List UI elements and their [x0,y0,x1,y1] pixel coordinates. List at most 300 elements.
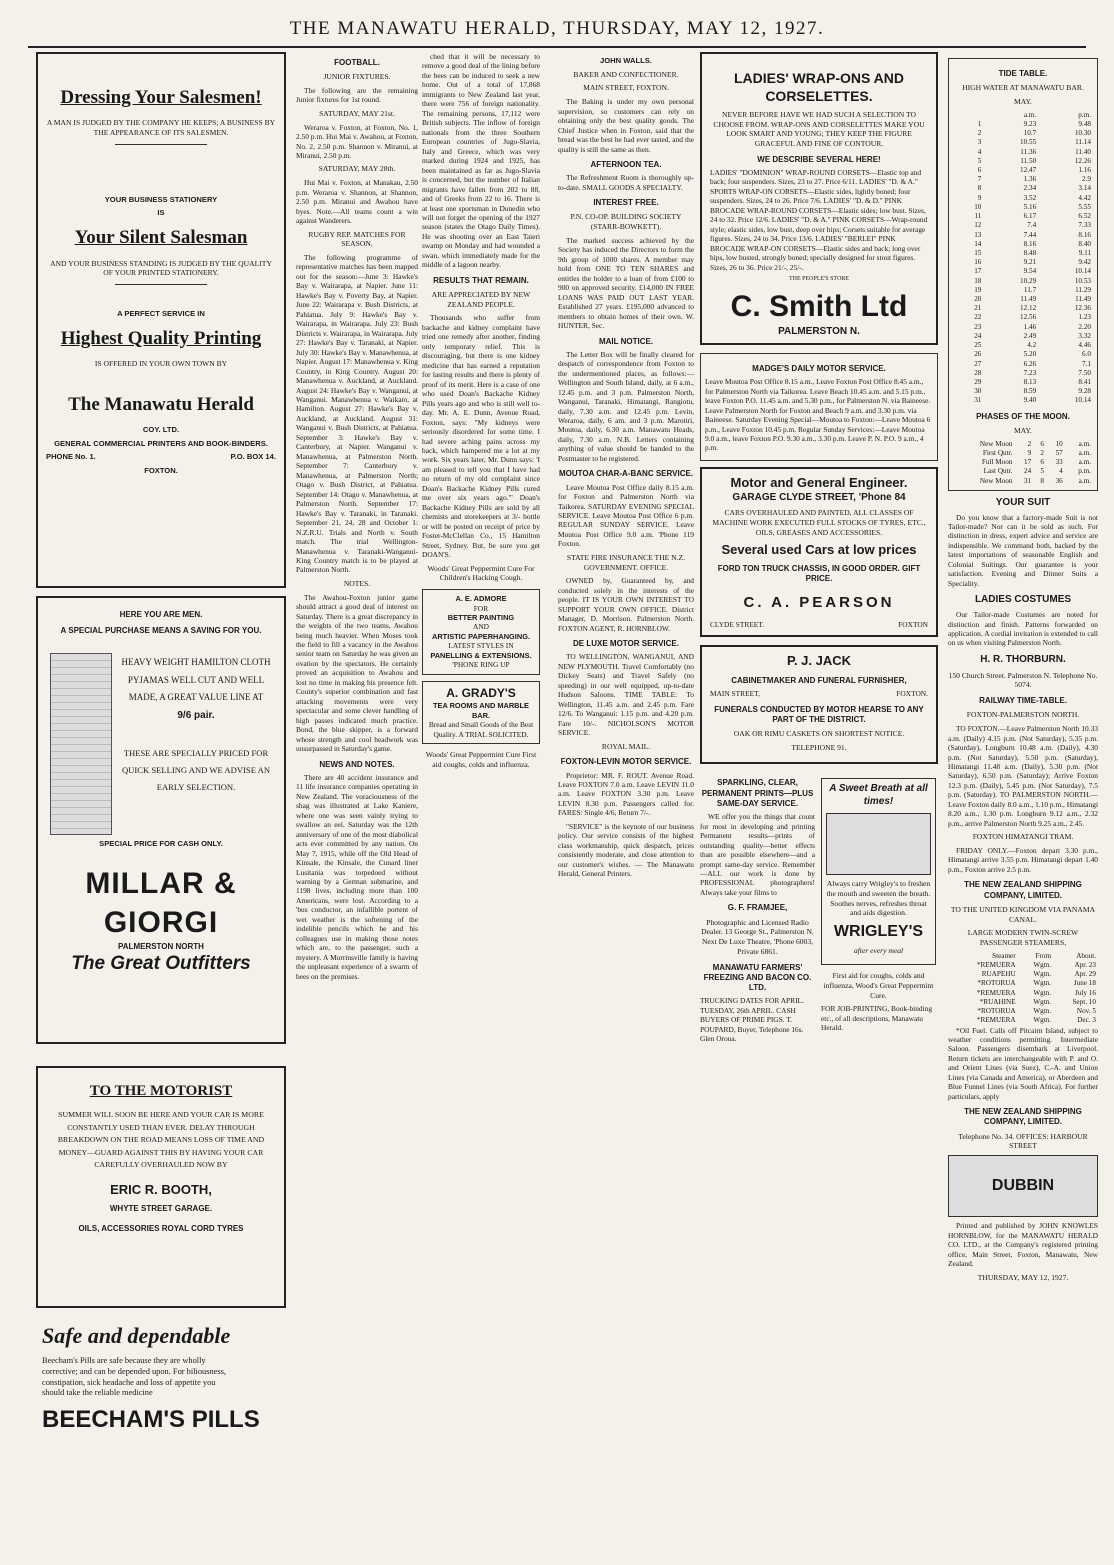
tide-row [953,396,1093,405]
quality: Highest Quality Printing [60,327,262,349]
table-cell: 5.20 [1023,350,1037,359]
accessories: OILS, ACCESSORIES ROYAL CORD TYRES [78,1224,244,1234]
masthead-rule [28,46,1086,48]
jack-funeral: FUNERALS CONDUCTED BY MOTOR HEARSE TO ANY PART OF THE DISTRICT. [714,704,924,724]
rail-body: TO FOXTON.—Leave Palmerston North 10.33 a.m. (Daily) 4.15 p.m. (Not Saturday), 5.35 p.m. (Saturday), Longburn 10.48 a.m. (Daily), 4.30 p.m. (Not Saturday), 5.50 p.m. (Saturday), Himatangi 11.48 a.m. (Daily), 5.30 p.m. (Not Saturday), 6.50 p.m. (Saturday); Arrive Foxton 12.3 p.m. (Daily), 5.45 p.m. (Not Saturday), 7.5 p.m. (Saturday). TO PALMERSTON NORTH.—Leave Foxton daily 8.0 a.m., 1.10 p.m., Himatangi 8.20 a.m., 1.30 p.m. Longburn 9.12 a.m., 2.32 p.m., arrive Palmerston North 9.25 a.m., 2.45. [948,724,1098,828]
interest-head: INTEREST FREE. [593,198,659,208]
table-cell: 10.14 [1074,267,1091,276]
phone: PHONE No. 1. [46,452,96,462]
moutoa-head: MOUTOA CHAR-A-BANC SERVICE. [558,469,694,479]
nzship-to: TO THE UNITED KINGDOM VIA PANAMA CANAL. [950,904,1096,924]
ship-row [948,1007,1098,1016]
table-header-cell [953,111,983,120]
imprint-date: THURSDAY, MAY 12, 1927. [977,1272,1069,1282]
motor-garage: GARAGE CLYDE STREET, 'Phone 84 [732,491,906,503]
column-5 [700,52,938,1557]
thorburn: H. R. THORBURN. [980,653,1066,665]
phases-title: PHASES OF THE MOON. [976,411,1070,421]
tide-row [953,350,1093,359]
table-cell: 9.11 [1078,248,1091,257]
afternoon-body: The Refreshment Room is thoroughly up-to-date. SMALL GOODS A SPECIALTY. [558,173,694,192]
pearson-street: CLYDE STREET. [710,619,765,629]
table-cell: 8.59 [1023,387,1037,396]
tide-row [953,203,1093,212]
tide-row [953,249,1093,258]
royal-mail: ROYAL MAIL. [601,741,651,751]
table-cell: Apr. 23 [1074,960,1096,969]
table-header-cell: a.m. [1023,110,1037,119]
table-cell: 2.9 [1082,175,1091,184]
himatangi-head: FOXTON HIMATANGI TRAM. [972,832,1074,842]
admore-4: PANELLING & EXTENSIONS. [430,650,532,660]
madge-head: MADGE'S DAILY MOTOR SERVICE. [752,363,886,373]
junior-intro: The following are the remaining Junior fixtures for 1st round. [296,85,418,105]
table-cell: 13 [974,230,982,239]
phases-table [953,440,1093,486]
motorist-title: TO THE MOTORIST [89,1083,233,1099]
wrap-items: LADIES' "DOMINION" WRAP-ROUND CORSETS—Elastic top and back; four suspenders. Sizes, 23 to 27. Price 6/11. LADIES' "D. & A." SPORTS WRAP-ON CORSETS—Elastic sides, lightly boned; four suspenders. Sizes, 24 to 26. Price 7/6. LADIES' "D. & D." PINK BROCADE WRAP-ROUND CORSETS—Elastic sides; low bust. Sizes, 24 to 32. Price 12/6. LADIES' "D. & A." PINK CORSETS—Wrap-round style; elastic sides, low bust, deep over hips; Corsets suitable for average figures. Sizes, 24 to 34. Price 13/6. LADIES' "BERLEI" PINK BROCADE WRAP-ON CORSETS—Elastic sides and back; long over hips, low busted, strongly boned; specially designed for stout figures. Sizes, 26 to 36. Price 21/-, 25/-. [710,167,928,272]
mail-body: The Letter Box will be finally cleared for despatch of correspondence from Foxton to the undermentioned places, as follows:— Wellington and South Island, daily, at 6 a.m., 12.45 p.m. and 3 p.m. Palmerston North, Wanganui, Taranaki, Himatangi, Rangiotu, daily, 7.30 a.m. and 12.45 p.m. Levin, Weraroa, daily, 6 am. and 3 p.m. Marotiri, Moutoa, daily, 6.30 a.m. Manawatu Heads, daily, 7.30 a.m. N.B. Letters containing anything of value should be handed to the Postmaster to be registered. [558,349,694,463]
table-cell: 4 [1059,467,1063,476]
wrigley-title: A Sweet Breath at all times! [829,783,928,808]
table-cell: 26 [974,350,982,359]
deluxe-head: DE LUXE MOTOR SERVICE. [573,639,679,649]
costumes-title: LADIES COSTUMES [974,594,1072,606]
table-cell: Wgtn. [1033,960,1052,969]
table-cell: 5 [1040,467,1044,476]
table-cell: 11.36 [1020,147,1037,156]
wrigley-pack-illustration [826,813,931,875]
table-cell: RUAPEHU [981,970,1016,979]
table-cell: 12.36 [1074,304,1091,313]
table-cell: New Moon [979,439,1013,448]
table-cell: 6 [1040,439,1044,448]
table-cell: p.m. [1078,467,1091,476]
table-cell: 2 [1040,448,1044,457]
tide-row [953,332,1093,341]
table-cell: 5.16 [1023,202,1037,211]
beechams-pills: BEECHAM'S PILLS [42,1406,260,1434]
table-cell: 10.30 [1074,129,1091,138]
table-cell: *REMUERA [976,1016,1016,1025]
nzship-head: THE NEW ZEALAND SHIPPING COMPANY, LIMITED. [964,880,1082,900]
wrigley-brand: WRIGLEY'S [833,922,924,940]
pearson-name: C. A. PEARSON [743,593,895,611]
motor-ford: FORD TON TRUCK CHASSIS, IN GOOD ORDER. GIFT PRICE. [717,564,921,584]
fire-body: OWNED by, Guaranteed by, and conducted solely in the interests of the people. IT IS YOUR OWN INTEREST TO SUPPORT YOUR OWN OFFICE. District Manager, D. Morrison. Palmerston North. FOXTON AGENT, R. HORNBLOW. [558,576,694,633]
appreciated: ARE APPRECIATED BY NEW ZEALAND PEOPLE. [431,290,531,309]
contact-row [46,452,276,462]
millar-giorgi-logo: MILLAR & GIORGI [85,867,237,939]
ship-row [948,989,1098,998]
table-cell: July 16 [1075,988,1096,997]
suit-body: Do you know that a factory-made Suit is not Tailor-made? Nor can it be sold as such. For distinction in dress, expert advice and service are indispensible. We command both, backed by the latest importations of seasonable English and Colonial Suitings. Our guarantee is your satisfaction. Evening and Dinner Suits a Speciality. [948,512,1098,588]
tide-row [953,148,1093,157]
table-cell: 27 [974,359,982,368]
table-cell: 6.26 [1023,359,1037,368]
table-cell: 7 [977,175,982,184]
table-cell: 7.1 [1082,359,1091,368]
table-cell: Wgtn. [1033,1007,1052,1016]
smith-city: PALMERSTON N. [778,326,860,338]
tide-row [953,138,1093,147]
tide-row [953,378,1093,387]
column-3 [422,52,540,1557]
wrap-describe: WE DESCRIBE SEVERAL HERE! [757,154,881,164]
pyjama-illustration [50,653,112,835]
table-cell: 6.0 [1082,350,1091,359]
rugby-body: The following programme of representative matches has been mapped out for the season:—June 3: Hawke's Bay v. Wairarapa, at Napier. June 11: Hawke's Bay v. Poverty Bay, at Napier. June 22: Wairarapa v. Bush Districts, at Pahiatua. July 9: Hawke's Bay v. Wairarapa, in Wairarapa. July 23: Bush Districts v. Wairarapa, in Wairarapa. July 27: Hawke's Bay v. Taranaki, at Napier. July 30: Hawke's Bay v. Manawhenua, at Napier. August 17: Manawhenua v. King Country, in King Country. August 20: Manawhenua v. Auckland, at Auckland. August 24: Hawke's Bay v. Wanganui, at Wanganui. Manawhenua v. Waikato, at Hamilton. August 27: Hawke's Bay v. Auckland, at Auckland. August 31: Wanganui v. Bush Districts, at Pahiatua. September 3: Hawke's Bay v. Canterbury, at Napier. Wanganui v. Manawhenua, at Palmerston North. September 7: Canterbury v. Manawhenua, at Palmerston North; Otago v. Bush District, at Pahiatua. September 14: Otago v. Manawhenua, at Palmerston North. September 17: Hawke's Bay v. Taranaki, in Taranaki. September 21, 24, 28 and October 1: N.Z.R.U. Trials and North v. South match. The trial Wellington-Manawhenua v. Taranaki-Wanganui-King Country match is to be played at Palmerston North. [296,252,418,575]
admore-ad [422,589,540,675]
tide-month: MAY. [1014,96,1032,106]
motorist-ad [36,1066,286,1308]
tide-row [953,166,1093,175]
herald-name: The Manawatu Herald [68,393,254,415]
grady-name: A. GRADY'S [446,685,516,700]
motorist-body: SUMMER WILL SOON BE HERE AND YOUR CAR IS MORE CONSTANTLY USED THAN EVER. DELAY THROUGH BREAKDOWN ON THE ROAD MEANS LOSS OF TIME AND MONEY—GUARD AGAINST THIS BY HAVING YOUR CAR CAREFULLY OVERHAULED NOW BY [57,1110,265,1170]
pyjama-body: HEAVY WEIGHT HAMILTON CLOTH PYJAMAS WELL CUT AND WELL MADE, A GREAT VALUE LINE AT [121,657,271,702]
results-body: Thousands who suffer from backache and kidney complaint have tried one remedy after another, finding only temporary relief. This is discouraging, but there is one kidney medicine that has earned a reputation for lasting results and there is plenty of proof of its merit. Here is a case of one who used Doan's Backache Kidney Pills years ago and who is still well to-day. Mr. A. E. Dunn, Avenue Road, Foxton, says: "My kidneys were seriously disordered for some time. I had severe aching pains across my back, which hampered me a lot at my work. Six years later, Mr. Dunn says: 'I am pleased to tell you that I have had no return of my old complaint since Doan's Backache Kidney Pills cured me over six years ago.'" Doan's Backache Kidney Pills are sold by all chemists and storekeepers at 3/- bottle or will be posted on receipt of price by Foster-McClellan Co., 15 Hamilton Street, Sydney. But, be sure you get DOAN'S. [422,313,540,560]
tide-row [953,295,1093,304]
jack-phone: TELEPHONE 91. [791,742,847,752]
is: IS [157,208,165,218]
table-cell: 3.14 [1078,184,1091,193]
table-cell: a.m. [1078,439,1091,448]
table-cell: 9.48 [1078,119,1091,128]
motor-body: CARS OVERHAULED AND PAINTED, ALL CLASSES OF MACHINE WORK EXECUTED FULL STOCKS OF TYRES, ETC., OILS, GREASES AND ACCESSORIES. [712,508,926,537]
tide-row [953,212,1093,221]
sparkling-body: WE offer you the things that count for most in developing and printing Permanent results—prints of outstanding quality—better effects than are possible elsewhere—and a prompt same-day service. Remember—ALL our work is done by PROFESSIONAL photographers! Always take your films to [700,812,815,897]
table-cell: 11.7 [1023,285,1037,294]
table-cell: a.m. [1078,458,1091,467]
table-cell: 18 [974,276,982,285]
table-cell: *ROTORUA [977,1007,1016,1016]
printers: GENERAL COMMERCIAL PRINTERS AND BOOK-BINDERS. [54,438,268,448]
phase-row [953,458,1093,467]
nzship-large: LARGE MODERN TWIN-SCREW PASSENGER STEAMERS, [967,928,1079,948]
costumes-body: Our Tailor-made Costumes are noted for distinction and finish. Patterns forwarded on application. A cordial invitation is extended to call on us when visiting Palmerston North. [948,610,1098,648]
pearson-ad [700,467,938,637]
table-header-cell: p.m. [1078,110,1091,119]
service-body: "SERVICE" is the keynote of our business policy. Our service consists of the highest class workmanship, quick despatch, prices consistently moderate, and close attention to our customer's wishes. — The Manawatu Herald, General Printers. [558,821,694,879]
table-cell: Full Moon [981,458,1013,467]
table-cell: Nov. 5 [1076,1007,1096,1016]
table-cell: 31 [1024,476,1032,485]
table-cell: *ROTORUA [977,979,1016,988]
admore-and: AND [472,622,489,632]
table-cell: 1.23 [1078,313,1091,322]
table-cell: 2 [977,129,982,138]
tide-row [953,120,1093,129]
admore-name: A. E. ADMORE [455,594,507,604]
table-cell: 11 [974,212,982,221]
jack-ad [700,645,938,764]
table-cell: Wgtn. [1033,1016,1052,1025]
tide-row [953,240,1093,249]
table-cell: Last Qutr. [983,467,1013,476]
table-cell: 20 [974,295,982,304]
motor-title: Motor and General Engineer. [730,474,908,490]
news-body: There are 40 accident insurance and 11 life insurance companies operating in New Zealand. The voraciousness of the shag was illustrated at Lake Kaniere, where one was seen vainly trying to swallow an eel. Saturday was the 12th anniversary of one of the most diabolical acts ever committed by any nation. On May 7, 1915, while off the Old Head of Kinsale, the Kinsale, the Cunard liner Lusitania was torpedoed without warning by a German submarine, and 1198 lives, including more than 100 Americans, were lost. According to a 'bus conductor, an infallible portent of wet weather is the softening of the indelible pencils which he and his colleagues use in making those notes which are, to the passenger, such a mystery. A Morrinsville family is having the unpleasant experience of a swarm of bees on the premises. [296,772,418,981]
walls-name: JOHN WALLS. [600,56,652,65]
farmers-body: TRUCKING DATES FOR APRIL. TUESDAY, 26th APRIL. CASH BUYERS OF PRIME PIGS. T. POUPARD, Buyer, Telephone 16s. Glen Oroua. [700,996,804,1044]
table-cell: 15 [974,248,982,257]
levin-head: FOXTON-LEVIN MOTOR SERVICE. [560,757,692,767]
table-cell: *REMUERA [976,960,1016,969]
levin-body: Proprietor: MR. F. ROUT. Avenue Road. Leave FOXTON 7.0 a.m. Leave LEVIN 11.0 a.m. Leave FOXTON 3.30 p.m. Leave LEVIN 8.30 p.m. Passengers called for. FARES: Single 4/6, Return 7/-. [558,770,694,818]
table-cell: 9.40 [1023,396,1037,405]
table-cell: 10.7 [1023,129,1037,138]
ship-row-header [948,952,1098,961]
millar-city: PALMERSTON NORTH [118,941,204,951]
printing-ad [36,52,286,588]
table-cell: 22 [974,313,982,322]
wrigley-ad [821,772,936,1046]
football-head: FOOTBALL. [334,58,380,67]
table-cell: a.m. [1078,476,1091,485]
ship-row [948,961,1098,970]
moutoa-body: Leave Moutoa Post Office daily 8.15 a.m. for Foxton and Palmerston North via Taikorea. SATURDAY EVENING SPECIAL SERVICE. Leave Moutoa Post Office 6 p.m. REGULAR SUNDAY SERVICE. Leave Moutoa Post Office 9.0 a.m. 'Phone 119 Foxton. [558,482,694,549]
wrigley-box [821,778,936,965]
table-cell: 1 [977,119,982,128]
phase-row [953,440,1093,449]
thorburn-addr: 150 Church Street. Palmerston N. Telephone No. 5074. [948,670,1098,690]
wrap-intro: NEVER BEFORE HAVE WE HAD SUCH A SELECTION TO CHOOSE FROM. WRAP-ONS AND CORSELETTES MAKE YOU LOOK SMART AND YOUNG; THEY KEEP THE FIGURE GRACEFUL AND FINE OF CONTOUR. [713,109,925,148]
farmers-head: MANAWATU FARMERS' FREEZING AND BACON CO. LTD. [703,962,812,992]
sparkling-head: SPARKLING, CLEAR, PERMANENT PRINTS—PLUS SAME-DAY SERVICE. [701,778,814,808]
table-cell: *REMUERA [976,988,1016,997]
tide-row [953,277,1093,286]
table-cell: First Qutr. [982,448,1013,457]
table-cell: 7.4 [1027,221,1037,230]
framjee-name: G. F. FRAMJEE, [727,903,788,913]
standing: AND YOUR BUSINESS STANDING IS JUDGED BY THE QUALITY OF YOUR PRINTED STATIONERY. [50,258,272,278]
table-cell: 9 [1027,448,1032,457]
madge-ad [700,353,938,461]
job-printing: FOR JOB-PRINTING, Book-binding etc., of all descriptions, Manawatu Herald. [821,1004,933,1033]
smith-top: THE PEOPLE'S STORE [789,276,849,283]
table-cell: 9.42 [1078,258,1091,267]
fire-head: STATE FIRE INSURANCE THE N.Z. GOVERNMENT. OFFICE. [566,552,686,572]
framjee-body: Photographic and Licensed Radio Dealer. 13 George St., Palmerston N. Next De Luxe Theatre, 'Phone 6003, Private 6861. [701,917,814,956]
admore-2: ARTISTIC PAPERHANGING. [432,631,530,641]
table-cell: 9.54 [1023,267,1037,276]
tide-title: TIDE TABLE. [998,69,1048,78]
tide-row [953,286,1093,295]
coy: COY. LTD. [142,425,180,434]
ship-row [948,970,1098,979]
table-cell: 14 [974,239,982,248]
table-cell: Wgtn. [1033,988,1052,997]
story: ched that it will be necessary to remove a good deal of the lining before the bees can be induced to seek a new home. Out of a total of 17,868 immigrants to New Zealand last year, there were 756 of foreign nationality. The remaining persons, 17,112 were British subjects. The inflow of foreign nationals from the three Southern European countries of Jugo-Slavia, Italy and Greece, which was very marked during 1924 and 1925, has been maintained as far as Jugo-Slavia is concerned, but the number of Italian migrants have fallen from 202 to 88, and of Greeks from 22 to 16. There is at least one sportsman in Dunedin who will not forget the opening of the 1927 season (states the Otago Daily Times). He was shooting over an East Taieri swamp on Monday and had wounded a swan, which immediately made for the middle of a lagoon nearby. [422,52,540,270]
wrap-title: LADIES' WRAP-ONS AND CORSELETTES. [733,70,905,104]
table-cell: 10 [974,202,982,211]
table-cell: 17 [974,267,982,276]
pearson-addr [710,620,928,629]
table-cell: 12.47 [1020,165,1037,174]
tide-row-header [953,111,1093,120]
table-cell: 3 [977,138,982,147]
interest-body: The marked success achieved by the Society has induced the Directors to form the 9th group of 1000 shares. A member may hold from ONE TO TEN SHARES and entitles the holder to a loan of from £100 to 900 on approved security. £14,000 IN FREE LOANS WAS PAID OUT LAST YEAR. Established 27 years. £195,000 advanced to members to obtain homes of their own. W. HUNTER, Sec. [558,235,694,331]
beechams-body: Beecham's Pills are safe because they are wholly corrective; and can be depended upon. For biliousness, constipation, sick headache and loss of appetite you should take the reliable medicine [42,1356,226,1398]
tide-row [953,157,1093,166]
cash-only: SPECIAL PRICE FOR CASH ONLY. [99,839,223,849]
divider [115,144,207,145]
table-cell: 11.14 [1075,138,1091,147]
table-cell: 6.17 [1023,212,1037,221]
grady-rooms: TEA ROOMS AND MARBLE BAR. [433,701,529,720]
table-cell: Wgtn. [1033,970,1052,979]
table-cell: 30 [974,387,982,396]
table-cell: 10 [1055,439,1063,448]
walls-addr: MAIN STREET, FOXTON. [583,83,669,93]
wrap-ons-ad [700,52,938,345]
first-aid: First aid for coughs, colds and influenza, Wood's Great Peppermint Cure. [823,971,934,1000]
column-1 [36,52,286,1552]
booth-name: ERIC R. BOOTH, [110,1181,212,1197]
garage: WHYTE STREET GARAGE. [109,1204,213,1214]
table-cell: 23 [974,322,982,331]
deluxe-body: TO WELLINGTON, WANGANUI, AND NEW PLYMOUTH. Travel Comfortably (no Dickey Seats) and Travel Safely (no speeding) in our well equipped, up-to-date Hudson Saloons. TIME TABLE: To Wellington, 11.45 a.m. and 2.45 p.m. Fare 12/6. To Wanganui: 1.15 p.m. and 4.20 p.m. Fare 10/-. NICHOLSON'S MOTOR SERVICE. [558,652,694,738]
table-header-cell: From [1035,951,1052,960]
table-cell: 4.2 [1027,341,1037,350]
table-cell: 8.48 [1023,248,1037,257]
tide-row [953,360,1093,369]
table-cell: 8.16 [1078,230,1091,239]
table-cell: 11.49 [1075,295,1091,304]
phases-month: MAY. [1014,425,1032,435]
table-cell: 21 [974,304,982,313]
table-cell: 24 [1024,467,1032,476]
admore-1: BETTER PAINTING [447,613,515,623]
table-cell: 16 [974,258,982,267]
box: P.O. BOX 14. [230,452,276,462]
table-cell: 7.44 [1023,230,1037,239]
dubbin-ad: DUBBIN [948,1155,1098,1217]
table-cell: 7.50 [1078,368,1091,377]
table-cell: 3.52 [1023,193,1037,202]
fix21: Weraroa v. Foxton, at Foxton, No. 1, 2.50 p.m. Hui Mai v. Awahou, at Foxton, No. 2, 2.50 p.m. Shannon v. Miranui, at Miranui, 2.50 p.m. [296,122,418,161]
table-cell: 57 [1055,448,1063,457]
stationery: YOUR BUSINESS STATIONERY [104,194,218,204]
column-2 [296,52,418,1557]
table-cell: Wgtn. [1033,997,1052,1006]
table-cell: Apr. 29 [1074,970,1096,979]
table-cell: 7.23 [1023,368,1037,377]
tide-row [953,323,1093,332]
walls-body: The Baking is under my own personal supervision, so customers can rely on obtaining only the best quality goods. The Chief Justice when in Foxton, said that the bread was the best he had ever tasted, and the quality is still the same as then. [558,97,694,154]
tide-row [953,341,1093,350]
masthead: THE MANAWATU HERALD, THURSDAY, MAY 12, 1927. [289,18,825,39]
table-cell: New Moon [979,476,1013,485]
smith-logo: C. Smith Ltd [730,289,908,323]
grady-body: Bread and Small Goods of the Best Quality. A TRIAL SOLICITED. [428,720,534,739]
table-cell: 2 [1027,439,1032,448]
table-cell: 10.53 [1074,276,1091,285]
tide-row [953,313,1093,322]
fix28: Hui Mai v. Foxton, at Manakau, 2.50 p.m. Weraroa v. Shannon, at Shannon, 2.50 p.m. Miranui and Awahou have byes. Note.—All teams count a win against Wanderers. [296,178,418,226]
ad1-text: A MAN IS JUDGED BY THE COMPANY HE KEEPS; A BUSINESS BY THE APPEARANCE OF ITS SALESMEN. [46,118,276,138]
phase-row [953,477,1093,486]
safe-dependable: Safe and dependable [42,1323,231,1348]
results-head: RESULTS THAT REMAIN. [433,275,529,285]
table-cell: 2.49 [1023,331,1037,340]
madge-body: Leave Moutoa Post Office 8.15 a.m., Leave Foxton Post Office 8.45 a.m., for Palmerston North via Taikorea. Leave Beach 10.45 a.m. and 5.15 p.m., leave Foxton P.O. 11.45 a.m. and 5.30 p.m., for Palmerston N. via Baineese. Leave Palmerston North for Foxton and Beach 9 a.m. and 3.30 p.m. via Baineese. Saturday Evening Special—Moutoa to Foxton:—Leave Moutoa 6 p.m., Leave Foxton 10.45 p.m. Regular Sunday Services:—Leave Moutoa 9.0 a.m., leave Foxton P.O. 9.30 a.m., 3.30 p.m. Leave P. N. P.O. 9 a.m., 4 p.m. [705,377,931,453]
table-cell: 6 [977,165,982,174]
rail-sub: FOXTON-PALMERSTON NORTH. [966,710,1080,720]
offered: IS OFFERED IN YOUR OWN TOWN BY [94,358,228,368]
table-cell: 2.20 [1078,322,1091,331]
rail-title: RAILWAY TIME-TABLE. [979,696,1067,706]
jack-trade: CABINETMAKER AND FUNERAL FURNISHER, [731,675,907,685]
tide-row [953,304,1093,313]
table-cell: 8.13 [1023,378,1037,387]
admore-for: FOR [473,603,489,613]
table-cell: 2.34 [1023,184,1037,193]
table-cell: 25 [974,341,982,350]
wrigley-text: Always carry Wrigley's to freshen the mouth and sweeten the breath. Soothes nerves, refreshes throat and aids digestion. [826,879,931,918]
table-cell: Dec. 3 [1077,1016,1096,1025]
phase-row [953,449,1093,458]
admore-3: LATEST STYLES IN [448,641,514,651]
woods-cure: Woods' Great Peppermint Cure For Children's Hacking Cough. [427,563,535,583]
suit-title: YOUR SUIT [995,496,1051,508]
pyjama-price: 9/6 pair. [177,709,215,721]
table-cell: 1.36 [1023,175,1037,184]
tide-row [953,129,1093,138]
millar-giorgi-ad [36,596,286,1044]
nzship-apply: THE NEW ZEALAND SHIPPING COMPANY, LIMITED. [964,1107,1082,1127]
phase-row [953,467,1093,476]
outfitters: The Great Outfitters [71,953,251,975]
tide-row [953,387,1093,396]
afternoon-head: AFTERNOON TEA. [590,159,662,169]
table-cell: Wgtn. [1033,979,1052,988]
tide-row [953,231,1093,240]
table-header-cell: Steamer [992,951,1016,960]
jack-street: MAIN STREET, [710,689,760,699]
tide-row [953,258,1093,267]
bottom-row [700,772,938,1046]
table-cell: 11.50 [1020,156,1037,165]
nzship-body: *Oil Fuel. Calls off Pitcairn Island, subject to weather conditions permitting. Intermediate Saloon. Passengers disembark at Liverpool. Return tickets are interchangeable with P. and O. and Orient Lines (via Suez), C.-A. and Union Lines (via Canada and America), or Aberdeen and Blue Funnel Lines (via South Africa). For further particulars, apply [948,1025,1098,1101]
tide-box [948,58,1098,491]
table-cell: 17 [1024,458,1032,467]
news-head: NEWS AND NOTES. [319,759,395,769]
table-cell: 10.55 [1020,138,1037,147]
tide-row [953,369,1093,378]
table-cell: a.m. [1078,448,1091,457]
imprint: Printed and published by JOHN KNOWLES HORNBLOW, for the MANAWATU HERALD CO. LTD., at the Company's registered printing office, Main Street, Foxton, Manawatu, New Zealand. [948,1221,1098,1269]
town: FOXTON. [144,466,178,476]
ship-table [948,952,1098,1026]
table-cell: 1.46 [1023,322,1037,331]
jack-town: FOXTON. [896,689,928,699]
table-cell: 6.52 [1078,212,1091,221]
table-cell: 12.56 [1020,313,1037,322]
interest-sub: P.N. CO-OP. BUILDING SOCIETY (STARR-BOWKETT). [570,212,682,232]
wrigley-slogan: after every meal [853,946,904,956]
pyjama-note: THESE ARE SPECIALLY PRICED FOR QUICK SELLING AND WE ADVISE AN EARLY SELECTION. [121,747,271,792]
table-cell: 11.29 [1075,285,1091,294]
sat21: SATURDAY, MAY 21st. [319,108,395,118]
table-cell: 3.32 [1078,331,1091,340]
table-cell: 8 [977,184,982,193]
table-cell: 8.41 [1078,378,1091,387]
tide-row [953,221,1093,230]
table-cell: 1.16 [1078,165,1091,174]
table-cell: 12.26 [1074,156,1091,165]
